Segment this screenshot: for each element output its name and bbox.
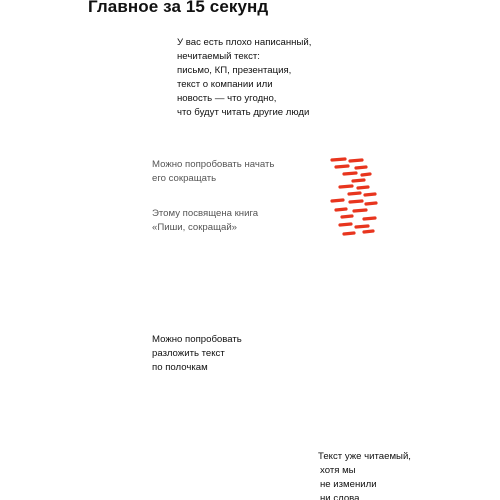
slide-title: Главное за 15 секунд [88,0,269,16]
shorten-note: Можно попробовать начать его сокращать [152,159,275,184]
readable-line: не изменили [320,479,377,490]
book-note: Этому посвящена книга «Пиши, сокращай» [152,208,259,233]
readable-line: ни слова [320,493,360,500]
shelves-note: Можно попробовать разложить текст по полочкам [152,334,242,373]
readable-line: Текст уже читаемый, [318,451,411,462]
red-dashes-icon [320,150,390,245]
intro-text: У вас есть плохо написанный, нечитаемый текст: письмо, КП, презентация, текст о компании или новость — что угодно, что будут читать другие люди [177,37,312,118]
readable-line: хотя мы [320,465,356,476]
readable-note [318,450,411,500]
